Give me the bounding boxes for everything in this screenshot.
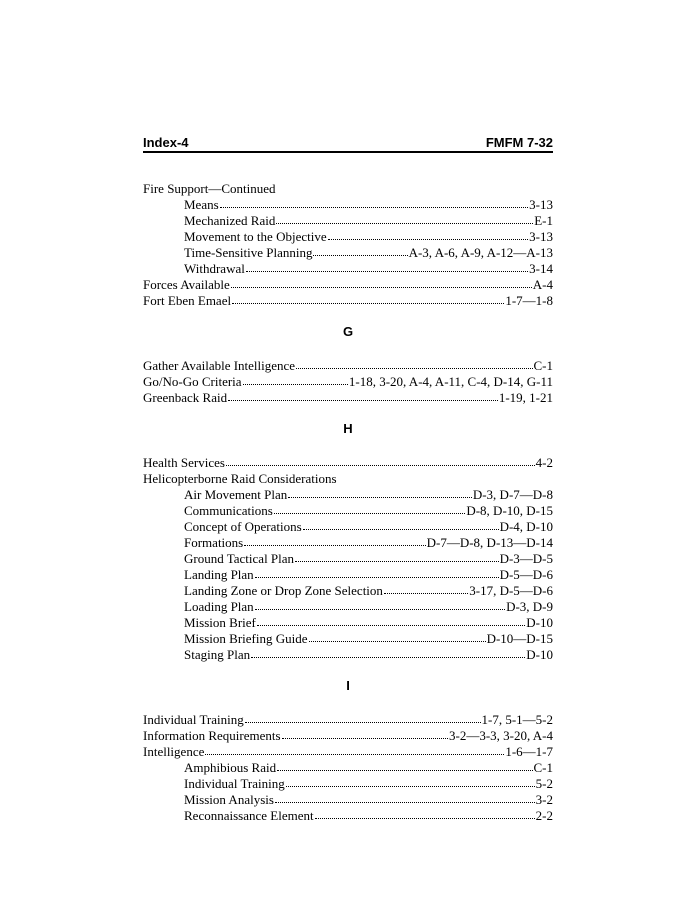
index-subentry: [143, 760, 553, 776]
dot-leader: [228, 390, 498, 401]
entry-label: Amphibious Raid: [184, 760, 277, 775]
index-subentry: [143, 631, 553, 647]
entry-pages: D-10—D-15: [486, 631, 553, 646]
entry-pages: D-8, D-10, D-15: [466, 503, 553, 518]
dot-leader: [277, 760, 532, 771]
index-entry: [143, 390, 553, 406]
dot-leader: [274, 503, 466, 514]
entry-pages: E-1: [534, 213, 553, 228]
dot-leader: [313, 245, 407, 256]
entry-label: Communications: [184, 503, 273, 518]
index-subentry: [143, 792, 553, 808]
dot-leader: [226, 455, 535, 466]
dot-leader: [275, 792, 535, 803]
entry-pages: 3-14: [529, 261, 553, 276]
dot-leader: [328, 229, 529, 240]
dot-leader: [276, 213, 533, 224]
entry-pages: 1-7, 5-1—5-2: [481, 712, 553, 727]
entry-label: Go/No-Go Criteria: [143, 374, 242, 389]
entry-pages: 5-2: [535, 776, 553, 791]
entry-pages: C-1: [533, 358, 553, 373]
dot-leader: [205, 744, 504, 755]
index-entry: [143, 712, 553, 728]
index-entry: [143, 358, 553, 374]
entry-pages: D-10: [526, 615, 553, 630]
index-entry: [143, 471, 553, 487]
index-subentry: [143, 519, 553, 535]
entry-pages: 3-13: [529, 229, 553, 244]
dot-leader: [246, 261, 528, 272]
dot-leader: [244, 535, 425, 546]
entry-pages: 1-18, 3-20, A-4, A-11, C-4, D-14, G-11: [348, 374, 553, 389]
index-subentry: [143, 503, 553, 519]
entry-label: Landing Zone or Drop Zone Selection: [184, 583, 383, 598]
entry-pages: D-5—D-6: [499, 567, 553, 582]
entry-label: Forces Available: [143, 277, 230, 292]
entry-label: Individual Training: [184, 776, 285, 791]
index-subentry: [143, 245, 553, 261]
entry-pages: D-10: [526, 647, 553, 662]
index-entry: [143, 744, 553, 760]
index-entry: [143, 181, 553, 197]
index-entry: [143, 293, 553, 309]
entry-pages: 3-17, D-5—D-6: [469, 583, 553, 598]
entry-pages: D-3, D-9: [506, 599, 553, 614]
index-entry: [143, 455, 553, 471]
dot-leader: [295, 551, 499, 562]
index-subentry: [143, 599, 553, 615]
page-number: Index-4: [143, 135, 189, 150]
entry-pages: D-4, D-10: [499, 519, 553, 534]
dot-leader: [315, 808, 535, 819]
dot-leader: [232, 293, 504, 304]
index-body: [143, 181, 553, 824]
index-subentry: [143, 535, 553, 551]
dot-leader: [220, 197, 528, 208]
entry-pages: A-3, A-6, A-9, A-12—A-13: [408, 245, 553, 260]
dot-leader: [255, 599, 505, 610]
entry-label: Fire Support—Continued: [143, 181, 276, 196]
entry-label: Mechanized Raid: [184, 213, 276, 228]
dot-leader: [243, 374, 348, 385]
dot-leader: [251, 647, 525, 658]
dot-leader: [384, 583, 468, 594]
page-header: [143, 135, 553, 153]
index-entry: [143, 277, 553, 293]
entry-label: Gather Available Intelligence: [143, 358, 296, 373]
dot-leader: [257, 615, 525, 626]
entry-label: Individual Training: [143, 712, 244, 727]
entry-pages: 3-13: [529, 197, 553, 212]
entry-label: Movement to the Objective: [184, 229, 327, 244]
entry-label: Intelligence: [143, 744, 205, 759]
index-subentry: [143, 551, 553, 567]
dot-leader: [282, 728, 448, 739]
dot-leader: [245, 712, 481, 723]
section-letter: G: [342, 324, 354, 339]
entry-label: Withdrawal: [184, 261, 245, 276]
section-letter: I: [346, 678, 350, 693]
entry-label: Reconnaissance Element: [184, 808, 314, 823]
entry-label: Information Requirements: [143, 728, 281, 743]
index-subentry: [143, 213, 553, 229]
index-subentry: [143, 647, 553, 663]
entry-pages: C-1: [533, 760, 553, 775]
entry-label: Formations: [184, 535, 244, 550]
entry-label: Mission Analysis: [184, 792, 274, 807]
section-letter: H: [343, 421, 353, 436]
entry-pages: 1-19, 1-21: [498, 390, 553, 405]
entry-label: Health Services: [143, 455, 225, 470]
entry-label: Landing Plan: [184, 567, 254, 582]
entry-label: Ground Tactical Plan: [184, 551, 295, 566]
dot-leader: [288, 487, 472, 498]
dot-leader: [303, 519, 499, 530]
entry-pages: D-7—D-8, D-13—D-14: [426, 535, 553, 550]
entry-label: Means: [184, 197, 219, 212]
entry-label: Staging Plan: [184, 647, 251, 662]
entry-pages: 4-2: [535, 455, 553, 470]
entry-pages: D-3—D-5: [499, 551, 553, 566]
entry-pages: 3-2—3-3, 3-20, A-4: [449, 728, 553, 743]
index-subentry: [143, 261, 553, 277]
entry-label: Greenback Raid: [143, 390, 228, 405]
index-subentry: [143, 567, 553, 583]
entry-pages: D-3, D-7—D-8: [472, 487, 553, 502]
document-id: FMFM 7-32: [485, 135, 553, 150]
dot-leader: [286, 776, 535, 787]
entry-label: Mission Brief: [184, 615, 256, 630]
entry-pages: 1-7—1-8: [505, 293, 553, 308]
entry-label: Air Movement Plan: [184, 487, 288, 502]
entry-label: Fort Eben Emael: [143, 293, 232, 308]
index-subentry: [143, 615, 553, 631]
dot-leader: [255, 567, 499, 578]
entry-pages: A-4: [532, 277, 553, 292]
index-subentry: [143, 808, 553, 824]
entry-label: Helicopterborne Raid Considerations: [143, 471, 337, 486]
index-subentry: [143, 583, 553, 599]
entry-label: Concept of Operations: [184, 519, 302, 534]
index-entry: [143, 728, 553, 744]
index-entry: [143, 374, 553, 390]
entry-label: Mission Briefing Guide: [184, 631, 308, 646]
entry-pages: 3-2: [535, 792, 553, 807]
entry-label: Loading Plan: [184, 599, 254, 614]
index-subentry: [143, 229, 553, 245]
index-subentry: [143, 197, 553, 213]
entry-pages: 2-2: [535, 808, 553, 823]
dot-leader: [296, 358, 532, 369]
entry-label: Time-Sensitive Planning: [184, 245, 313, 260]
entry-pages: 1-6—1-7: [505, 744, 553, 759]
index-subentry: [143, 487, 553, 503]
dot-leader: [231, 277, 532, 288]
dot-leader: [309, 631, 486, 642]
index-subentry: [143, 776, 553, 792]
